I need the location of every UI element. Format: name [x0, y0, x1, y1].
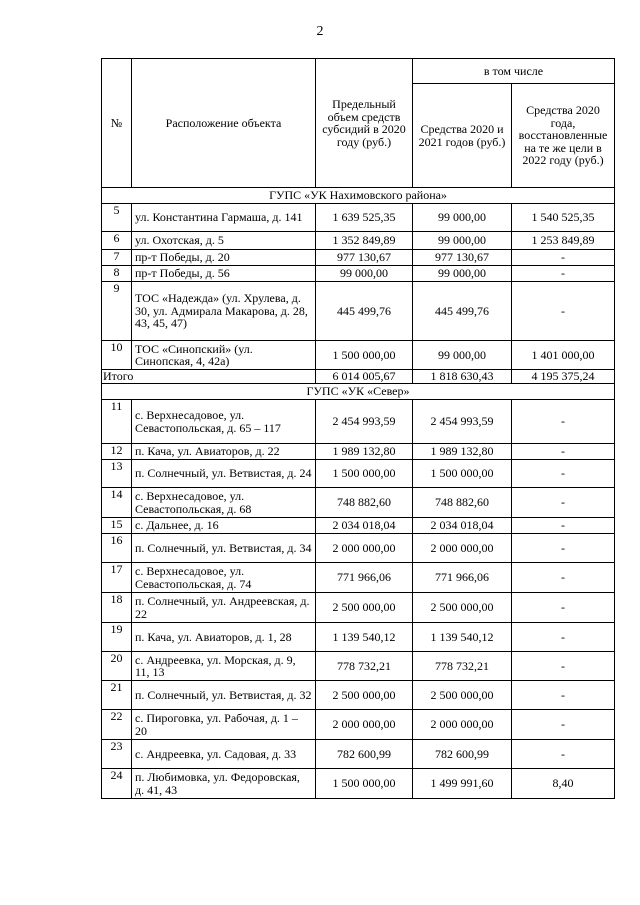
total-funds-2020-2021: 1 818 630,43 [413, 370, 512, 384]
row-limit: 1 139 540,12 [316, 623, 413, 652]
header-including: в том числе [413, 59, 615, 84]
row-limit: 99 000,00 [316, 266, 413, 282]
row-number: 7 [102, 250, 132, 266]
section-header-row [102, 384, 615, 400]
row-location: с. Верхнесадовое, ул. Севастопольская, д. 74 [132, 563, 316, 593]
table-row [102, 681, 615, 710]
table-body [102, 188, 615, 799]
row-funds-2020-2021: 1 499 991,60 [413, 769, 512, 799]
row-funds-2020-restored: - [512, 460, 615, 488]
subsidy-table [101, 58, 615, 799]
row-limit: 2 500 000,00 [316, 593, 413, 623]
row-funds-2020-restored: - [512, 518, 615, 534]
table-row [102, 593, 615, 623]
row-location: ул. Охотская, д. 5 [132, 232, 316, 250]
table-row [102, 204, 615, 232]
row-funds-2020-restored: - [512, 250, 615, 266]
row-funds-2020-restored: 1 401 000,00 [512, 341, 615, 370]
row-limit: 1 500 000,00 [316, 341, 413, 370]
table-row [102, 623, 615, 652]
row-location: пр-т Победы, д. 56 [132, 266, 316, 282]
row-funds-2020-restored: - [512, 282, 615, 341]
row-limit: 977 130,67 [316, 250, 413, 266]
row-funds-2020-restored: - [512, 740, 615, 769]
row-location: пр-т Победы, д. 20 [132, 250, 316, 266]
row-limit: 2 000 000,00 [316, 534, 413, 563]
page-number: 2 [316, 24, 324, 39]
row-number: 6 [102, 232, 132, 250]
row-limit: 1 500 000,00 [316, 769, 413, 799]
row-funds-2020-2021: 99 000,00 [413, 204, 512, 232]
table-row [102, 518, 615, 534]
row-funds-2020-2021: 771 966,06 [413, 563, 512, 593]
row-funds-2020-2021: 2 034 018,04 [413, 518, 512, 534]
total-row [102, 370, 615, 384]
table-row [102, 460, 615, 488]
row-limit: 782 600,99 [316, 740, 413, 769]
row-funds-2020-restored: - [512, 266, 615, 282]
row-funds-2020-restored: - [512, 593, 615, 623]
row-location: с. Пироговка, ул. Рабочая, д. 1 – 20 [132, 710, 316, 740]
row-number: 9 [102, 282, 132, 341]
table-row [102, 444, 615, 460]
row-funds-2020-2021: 99 000,00 [413, 232, 512, 250]
row-funds-2020-restored: 1 253 849,89 [512, 232, 615, 250]
row-number: 23 [102, 740, 132, 769]
total-label: Итого [102, 370, 316, 384]
row-limit: 1 639 525,35 [316, 204, 413, 232]
row-location: ТОС «Надежда» (ул. Хрулева, д. 30, ул. Адмирала Макарова, д. 28, 43, 45, 47) [132, 282, 316, 341]
table-row [102, 769, 615, 799]
row-limit: 2 500 000,00 [316, 681, 413, 710]
row-location: п. Кача, ул. Авиаторов, д. 1, 28 [132, 623, 316, 652]
row-funds-2020-2021: 445 499,76 [413, 282, 512, 341]
row-limit: 2 454 993,59 [316, 400, 413, 444]
row-funds-2020-2021: 99 000,00 [413, 341, 512, 370]
table-row [102, 282, 615, 341]
section-title: ГУПС «УК «Север» [102, 384, 615, 400]
row-number: 12 [102, 444, 132, 460]
row-number: 24 [102, 769, 132, 799]
row-number: 16 [102, 534, 132, 563]
row-funds-2020-restored: - [512, 623, 615, 652]
row-funds-2020-2021: 2 500 000,00 [413, 681, 512, 710]
row-funds-2020-restored: 8,40 [512, 769, 615, 799]
row-limit: 2 034 018,04 [316, 518, 413, 534]
row-number: 15 [102, 518, 132, 534]
row-limit: 778 732,21 [316, 652, 413, 681]
row-location: п. Солнечный, ул. Ветвистая, д. 34 [132, 534, 316, 563]
table-row [102, 710, 615, 740]
row-location: п. Любимовка, ул. Федоровская, д. 41, 43 [132, 769, 316, 799]
row-funds-2020-2021: 977 130,67 [413, 250, 512, 266]
row-funds-2020-2021: 782 600,99 [413, 740, 512, 769]
header-funds-2020-2021: Средства 2020 и 2021 годов (руб.) [413, 84, 512, 188]
row-number: 13 [102, 460, 132, 488]
row-funds-2020-2021: 2 454 993,59 [413, 400, 512, 444]
row-funds-2020-restored: - [512, 534, 615, 563]
row-number: 18 [102, 593, 132, 623]
row-funds-2020-restored: - [512, 488, 615, 518]
row-location: с. Верхнесадовое, ул. Севастопольская, д. 65 – 117 [132, 400, 316, 444]
row-funds-2020-2021: 2 000 000,00 [413, 710, 512, 740]
row-funds-2020-2021: 1 989 132,80 [413, 444, 512, 460]
row-location: с. Андреевка, ул. Морская, д. 9, 11, 13 [132, 652, 316, 681]
row-limit: 2 000 000,00 [316, 710, 413, 740]
section-title: ГУПС «УК Нахимовского района» [102, 188, 615, 204]
row-number: 10 [102, 341, 132, 370]
row-number: 17 [102, 563, 132, 593]
row-number: 20 [102, 652, 132, 681]
header-limit: Предельный объем средств субсидий в 2020 году (руб.) [316, 59, 413, 188]
row-number: 21 [102, 681, 132, 710]
row-funds-2020-2021: 2 500 000,00 [413, 593, 512, 623]
header-location: Расположение объекта [132, 59, 316, 188]
row-limit: 1 352 849,89 [316, 232, 413, 250]
row-number: 5 [102, 204, 132, 232]
row-funds-2020-2021: 748 882,60 [413, 488, 512, 518]
row-funds-2020-2021: 778 732,21 [413, 652, 512, 681]
total-limit: 6 014 005,67 [316, 370, 413, 384]
table-row [102, 488, 615, 518]
table-row [102, 740, 615, 769]
row-funds-2020-restored: - [512, 444, 615, 460]
row-limit: 1 500 000,00 [316, 460, 413, 488]
row-funds-2020-restored: 1 540 525,35 [512, 204, 615, 232]
row-funds-2020-restored: - [512, 681, 615, 710]
row-funds-2020-2021: 99 000,00 [413, 266, 512, 282]
header-funds-2020-restored: Средства 2020 года, восстановленные на те же цели в 2022 году (руб.) [512, 84, 615, 188]
table-row [102, 534, 615, 563]
row-location: с. Дальнее, д. 16 [132, 518, 316, 534]
row-limit: 1 989 132,80 [316, 444, 413, 460]
row-location: ТОС «Синопский» (ул. Синопская, 4, 42а) [132, 341, 316, 370]
row-location: п. Солнечный, ул. Ветвистая, д. 32 [132, 681, 316, 710]
table-row [102, 400, 615, 444]
row-funds-2020-2021: 1 139 540,12 [413, 623, 512, 652]
row-number: 8 [102, 266, 132, 282]
section-header-row [102, 188, 615, 204]
row-number: 14 [102, 488, 132, 518]
table-row [102, 563, 615, 593]
row-funds-2020-restored: - [512, 400, 615, 444]
table-row [102, 250, 615, 266]
row-location: с. Верхнесадовое, ул. Севастопольская, д. 68 [132, 488, 316, 518]
row-funds-2020-2021: 2 000 000,00 [413, 534, 512, 563]
row-funds-2020-2021: 1 500 000,00 [413, 460, 512, 488]
row-location: п. Кача, ул. Авиаторов, д. 22 [132, 444, 316, 460]
row-number: 19 [102, 623, 132, 652]
table-row [102, 266, 615, 282]
row-location: п. Солнечный, ул. Ветвистая, д. 24 [132, 460, 316, 488]
row-location: п. Солнечный, ул. Андреевская, д. 22 [132, 593, 316, 623]
row-limit: 445 499,76 [316, 282, 413, 341]
row-number: 11 [102, 400, 132, 444]
header-no: № [102, 59, 132, 188]
total-funds-2020-restored: 4 195 375,24 [512, 370, 615, 384]
row-limit: 771 966,06 [316, 563, 413, 593]
row-number: 22 [102, 710, 132, 740]
row-funds-2020-restored: - [512, 710, 615, 740]
table-row [102, 341, 615, 370]
table-row [102, 652, 615, 681]
table-row [102, 232, 615, 250]
row-funds-2020-restored: - [512, 652, 615, 681]
row-location: с. Андреевка, ул. Садовая, д. 33 [132, 740, 316, 769]
row-limit: 748 882,60 [316, 488, 413, 518]
row-location: ул. Константина Гармаша, д. 141 [132, 204, 316, 232]
row-funds-2020-restored: - [512, 563, 615, 593]
